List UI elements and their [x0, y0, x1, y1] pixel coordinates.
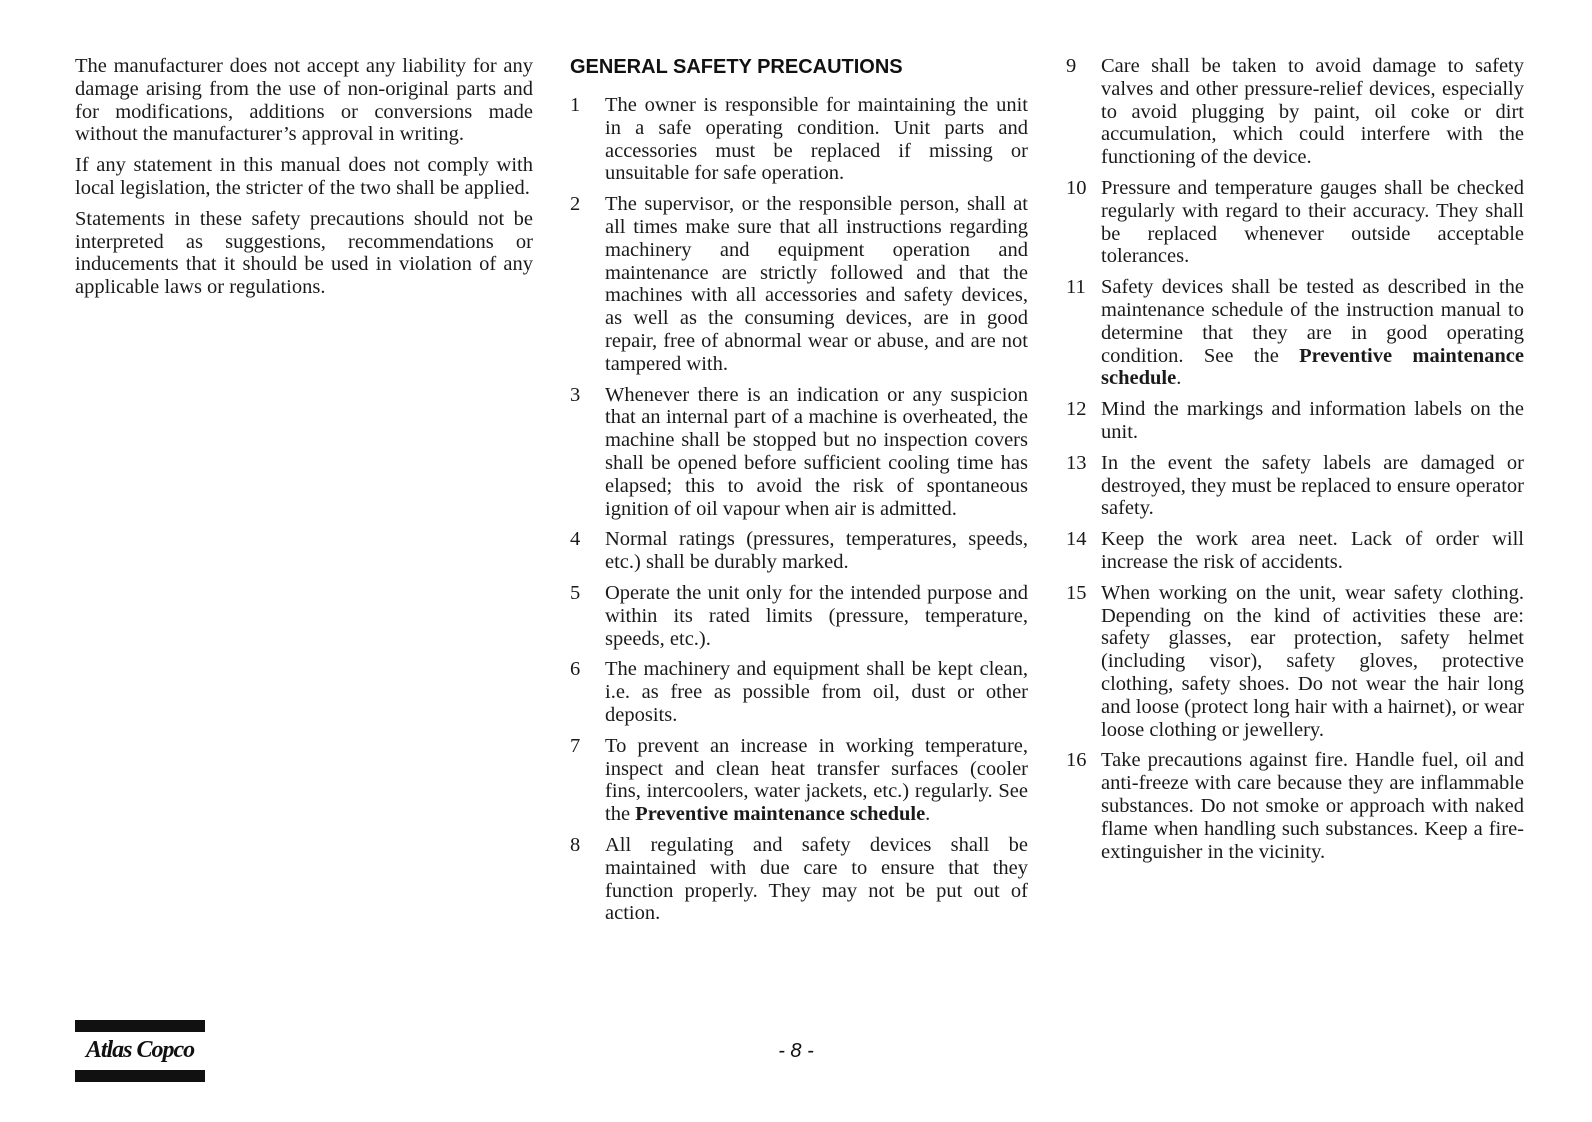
list-item — [570, 193, 1028, 375]
item-number: 4 — [570, 528, 581, 551]
item-number: 14 — [1066, 528, 1087, 551]
item-number: 1 — [570, 94, 581, 116]
list-item — [570, 384, 1028, 521]
item-text: Mind the markings and information labels on the unit. — [1101, 398, 1524, 443]
list-item — [570, 658, 1028, 726]
logo-bottom-bar — [75, 1070, 205, 1082]
precautions-column-right — [1066, 55, 1524, 871]
item-text: Care shall be taken to avoid damage to safety valves and other pressure-relief devices, especially to avoid plugging by paint, oil coke or dirt accumulation, which could interfere with the functioning of the device. — [1101, 55, 1524, 169]
item-number: 15 — [1066, 581, 1087, 604]
item-text-lead: To prevent an increase in working temperature, inspect and clean heat transfer surfaces (cooler fins, intercoolers, water jackets, etc.) regularly. See the — [605, 734, 1028, 826]
page-number: - 8 - — [778, 1040, 814, 1062]
item-number: 7 — [570, 734, 581, 757]
item-text: Whenever there is an indication or any suspicion that an internal part of a machine is overheated, the machine shall be stopped but no inspection covers shall be opened before sufficient cooling time has elapsed; this to avoid the risk of spontaneous ignition of oil vapour when air is admitted. — [605, 383, 1028, 520]
item-text — [1101, 276, 1524, 389]
item-text: Pressure and temperature gauges shall be checked regularly with regard to their accuracy. They shall be replaced whenever outside acceptable tolerances. — [1101, 176, 1524, 268]
item-number: 6 — [570, 658, 581, 681]
item-text: Keep the work area neet. Lack of order will increase the risk of accidents. — [1101, 528, 1524, 573]
item-number: 9 — [1066, 55, 1077, 77]
item-number: 5 — [570, 581, 581, 604]
intro-column — [75, 55, 533, 307]
legislation-paragraph: If any statement in this manual does not comply with local legislation, the stricter of the two shall be applied. — [75, 154, 533, 199]
list-item — [1066, 749, 1524, 863]
item-number: 3 — [570, 383, 581, 406]
section-heading: GENERAL SAFETY PRECAUTIONS — [570, 56, 903, 78]
item-number: 13 — [1066, 451, 1087, 474]
item-number: 8 — [570, 833, 581, 856]
precautions-column-left — [570, 55, 1028, 933]
item-text: The machinery and equipment shall be kept clean, i.e. as free as possible from oil, dust or other deposits. — [605, 658, 1028, 726]
interpretation-paragraph: Statements in these safety precautions should not be interpreted as suggestions, recommendations or inducements that it should be used in violation of any applicable laws or regulations. — [75, 207, 533, 299]
list-item — [1066, 177, 1524, 268]
item-text: Normal ratings (pressures, temperatures, speeds, etc.) shall be durably marked. — [605, 528, 1028, 574]
item-text-end: . — [1176, 367, 1182, 390]
schedule-reference: Preventive maintenance schedule — [635, 803, 926, 826]
list-item — [1066, 452, 1524, 520]
item-text-lead: Safety devices shall be tested as described in the maintenance schedule of the instruction manual to determine that they are in good operating condition. See the — [1101, 276, 1524, 367]
item-text: When working on the unit, wear safety clothing. Depending on the kind of activities these are: safety glasses, ear protection, safety helmet (including visor), safety gloves, protective clothing, safety shoes. Do not wear the hair long and loose (protect long hair with a hairnet), or wear loose clothing or jewellery. — [1101, 581, 1524, 741]
list-item — [570, 94, 1028, 185]
list-item — [570, 582, 1028, 650]
logo-wordmark: Atlas Copco — [85, 1037, 195, 1063]
list-item — [1066, 582, 1524, 742]
item-text — [605, 735, 1028, 825]
list-item — [1066, 398, 1524, 444]
liability-paragraph: The manufacturer does not accept any liability for any damage arising from the use of non-original parts and for modifications, additions or conversions made without the manufacturer’s approval in writing. — [75, 55, 533, 146]
item-text: Operate the unit only for the intended purpose and within its rated limits (pressure, temperature, speeds, etc.). — [605, 581, 1028, 650]
schedule-reference: Preventive maintenance schedule — [1101, 344, 1524, 390]
list-item — [570, 735, 1028, 826]
logo-top-bar — [75, 1020, 205, 1032]
item-text: The owner is responsible for maintaining the unit in a safe operating condition. Unit parts and accessories must be replaced if missing or unsuitable for safe operation. — [605, 94, 1028, 185]
item-number: 12 — [1066, 398, 1087, 421]
item-text-end: . — [925, 803, 931, 826]
item-number: 2 — [570, 193, 581, 216]
list-item — [1066, 528, 1524, 574]
list-item — [1066, 276, 1524, 390]
item-number: 16 — [1066, 749, 1087, 772]
item-text: Take precautions against fire. Handle fuel, oil and anti-freeze with care because they are inflammable substances. Do not smoke or approach with naked flame when handling such substances. Keep a fire-extinguisher in the vicinity. — [1101, 749, 1524, 863]
list-item — [570, 528, 1028, 574]
item-text: All regulating and safety devices shall be maintained with due care to ensure that they function properly. They may not be put out of action. — [605, 833, 1028, 925]
item-number: 10 — [1066, 176, 1087, 199]
item-number: 11 — [1066, 276, 1086, 299]
list-item — [570, 834, 1028, 925]
list-item — [1066, 55, 1524, 169]
item-text: In the event the safety labels are damaged or destroyed, they must be replaced to ensure operator safety. — [1101, 451, 1524, 520]
item-text: The supervisor, or the responsible person, shall at all times make sure that all instructions regarding machinery and equipment operation and maintenance are strictly followed and that the machines with all accessories and safety devices, as well as the consuming devices, are in good repair, free of abnormal wear or abuse, and are not tampered with. — [605, 193, 1028, 375]
